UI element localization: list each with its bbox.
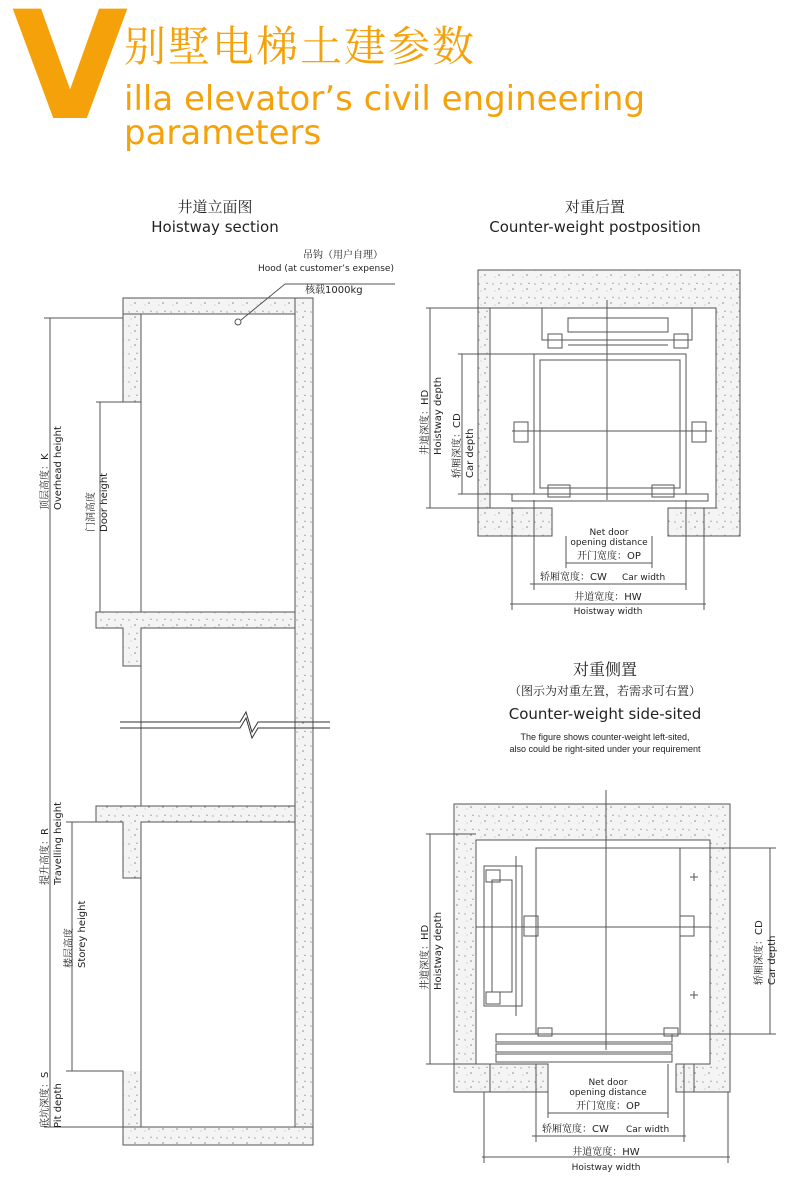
- side-sited-note-2: also could be right-sited under your requirement: [509, 743, 701, 754]
- hook-label-en: Hood (at customer’s expense): [258, 264, 394, 274]
- ss-hw-label-cn: 井道宽度：HW: [572, 1147, 640, 1158]
- ss-hd-label-cn: 井道深度：HD: [420, 924, 431, 990]
- pit-label-en: Pit depth: [53, 1083, 64, 1128]
- side-sited-subtitle-cn: （图示为对重左置，若需求可右置）: [508, 683, 701, 698]
- hook-label-cn: 吊钩（用户自理）: [303, 250, 383, 261]
- pp-cd-label-en: Car depth: [465, 428, 476, 478]
- pp-cd-label-cn: 轿厢深度：CD: [452, 413, 463, 478]
- hoistway-section-title-en: Hoistway section: [151, 217, 279, 236]
- hook-load-label: 核载1000kg: [305, 285, 363, 296]
- ss-net-door-1: Net door: [588, 1078, 628, 1088]
- ss-hd-label-en: Hoistway depth: [433, 911, 444, 990]
- pp-net-door-1: Net door: [589, 528, 629, 538]
- door-height-label-cn: 门洞高度: [86, 492, 97, 532]
- overhead-label-cn: 顶层高度：K: [40, 453, 51, 510]
- pp-hw-label-en: Hoistway width: [573, 607, 643, 617]
- header-title-en: illa elevator’s civil engineering parameters: [124, 79, 646, 153]
- hoistway-section-drawing: [44, 284, 395, 1145]
- ss-cw-label-en: Car width: [626, 1125, 670, 1135]
- travel-label-cn: 提升高度：R: [40, 828, 51, 885]
- hoistway-floor-slab-1: [96, 612, 295, 666]
- pp-hw-label-cn: 井道宽度：HW: [574, 592, 642, 603]
- overhead-label-en: Overhead height: [53, 426, 64, 510]
- ss-cd-label-cn: 轿厢深度：CD: [754, 920, 765, 985]
- ss-cw-label-cn: 轿厢宽度：CW: [542, 1124, 609, 1135]
- storey-label-cn: 楼层高度: [64, 928, 75, 968]
- hoistway-floor-slab-2: [96, 806, 295, 878]
- pp-hd-label-cn: 井道深度：HD: [420, 389, 431, 455]
- pp-op-label: 开门宽度：OP: [577, 551, 641, 562]
- side-sited-title-cn: 对重侧置: [572, 660, 637, 679]
- ss-hw-label-en: Hoistway width: [571, 1163, 641, 1173]
- header-initial: V: [12, 0, 129, 154]
- door-height-label-en: Door height: [99, 472, 110, 532]
- side-sited-note-1: The figure shows counter-weight left-sited,: [520, 732, 690, 742]
- travel-label-en: Travelling height: [53, 801, 64, 885]
- pp-hd-label-en: Hoistway depth: [433, 376, 444, 455]
- ss-op-label: 开门宽度：OP: [576, 1101, 640, 1112]
- storey-label-en: Storey height: [77, 900, 88, 968]
- pit-label-cn: 底坑深度：S: [40, 1071, 51, 1128]
- pp-net-door-2: opening distance: [570, 538, 648, 548]
- pp-cw-label-en: Car width: [622, 573, 666, 583]
- hoistway-top-slab: [123, 298, 313, 314]
- postposition-title-cn: 对重后置: [564, 198, 625, 216]
- hoistway-section-title-cn: 井道立面图: [177, 198, 253, 216]
- ss-net-door-2: opening distance: [569, 1088, 647, 1098]
- pp-cw-label-cn: 轿厢宽度：CW: [540, 572, 607, 583]
- postposition-title-en: Counter-weight postposition: [489, 217, 701, 236]
- ss-cd-label-en: Car depth: [767, 935, 778, 985]
- header-title-cn: 别墅电梯土建参数: [124, 22, 477, 71]
- side-sited-title-en: Counter-weight side-sited: [508, 705, 702, 724]
